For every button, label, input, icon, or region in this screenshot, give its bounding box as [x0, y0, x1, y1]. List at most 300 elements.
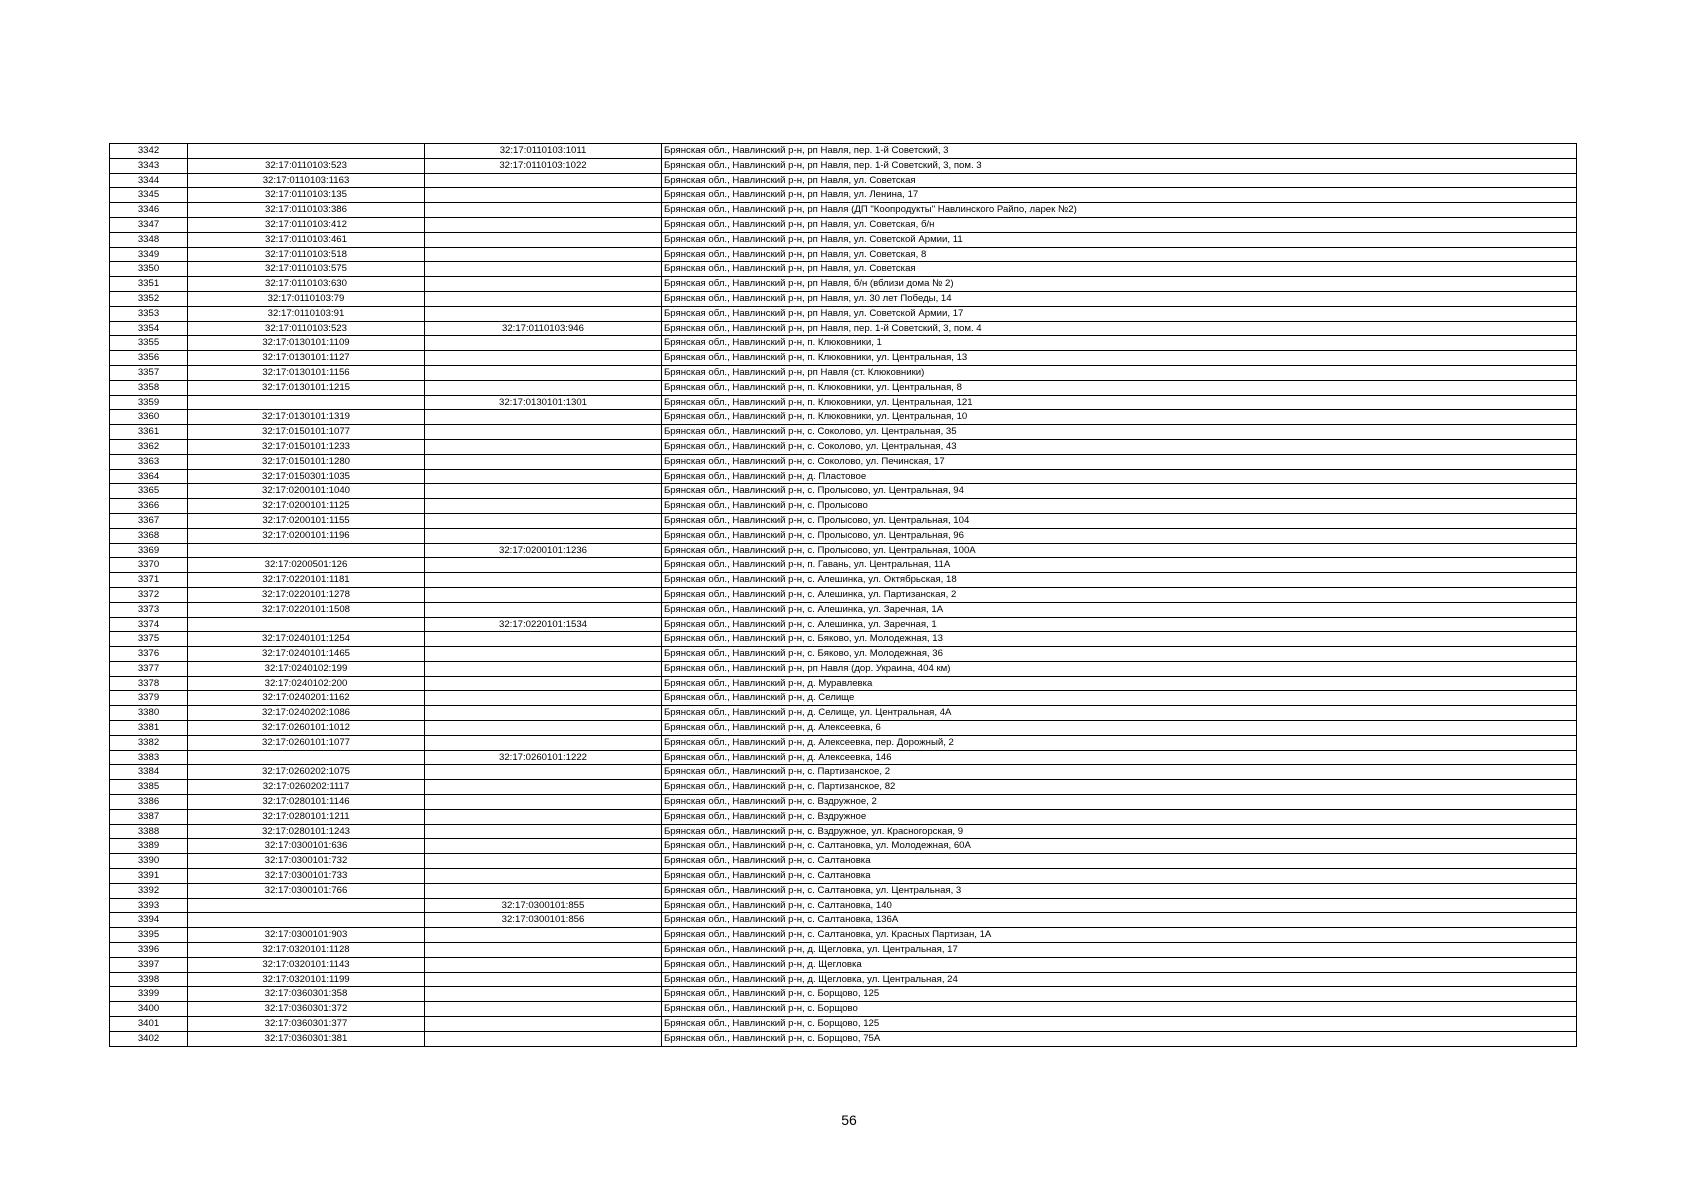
row-number-cell: 3397 [110, 957, 188, 972]
row-number-cell: 3353 [110, 306, 188, 321]
secondary-cadastral-number-cell [425, 173, 662, 188]
row-number-cell: 3342 [110, 144, 188, 159]
secondary-cadastral-number-cell [425, 188, 662, 203]
address-cell: Брянская обл., Навлинский р-н, с. Соколово, ул. Центральная, 43 [662, 439, 1577, 454]
cadastral-number-cell [188, 750, 425, 765]
row-number-cell: 3347 [110, 217, 188, 232]
secondary-cadastral-number-cell: 32:17:0260101:1222 [425, 750, 662, 765]
secondary-cadastral-number-cell [425, 469, 662, 484]
address-cell: Брянская обл., Навлинский р-н, с. Вздружное, 2 [662, 795, 1577, 810]
table-row [110, 365, 1577, 380]
address-cell: Брянская обл., Навлинский р-н, д. Селище, ул. Центральная, 4А [662, 706, 1577, 721]
cadastral-number-cell: 32:17:0150101:1280 [188, 454, 425, 469]
address-cell: Брянская обл., Навлинский р-н, с. Соколово, ул. Печинская, 17 [662, 454, 1577, 469]
table-row [110, 898, 1577, 913]
address-cell: Брянская обл., Навлинский р-н, с. Бяково, ул. Молодежная, 13 [662, 632, 1577, 647]
row-number-cell: 3364 [110, 469, 188, 484]
table-row [110, 587, 1577, 602]
cadastral-number-cell: 32:17:0260101:1077 [188, 735, 425, 750]
row-number-cell: 3380 [110, 706, 188, 721]
cadastral-number-cell [188, 913, 425, 928]
row-number-cell: 3401 [110, 1017, 188, 1032]
row-number-cell: 3369 [110, 543, 188, 558]
table-row [110, 617, 1577, 632]
address-cell: Брянская обл., Навлинский р-н, с. Соколово, ул. Центральная, 35 [662, 425, 1577, 440]
address-cell: Брянская обл., Навлинский р-н, с. Бяково, ул. Молодежная, 36 [662, 647, 1577, 662]
table-row [110, 869, 1577, 884]
table-row [110, 883, 1577, 898]
cadastral-number-cell [188, 617, 425, 632]
address-cell: Брянская обл., Навлинский р-н, рп Навля, пер. 1-й Советский, 3, пом. 3 [662, 158, 1577, 173]
row-number-cell: 3359 [110, 395, 188, 410]
table-row [110, 943, 1577, 958]
table-row [110, 632, 1577, 647]
cadastral-number-cell: 32:17:0360301:358 [188, 987, 425, 1002]
secondary-cadastral-number-cell [425, 277, 662, 292]
table-row [110, 780, 1577, 795]
row-number-cell: 3385 [110, 780, 188, 795]
address-cell: Брянская обл., Навлинский р-н, рп Навля, ул. Советская [662, 173, 1577, 188]
row-number-cell: 3349 [110, 247, 188, 262]
secondary-cadastral-number-cell [425, 854, 662, 869]
table-row [110, 750, 1577, 765]
records-table [109, 143, 1577, 1047]
secondary-cadastral-number-cell [425, 632, 662, 647]
address-cell: Брянская обл., Навлинский р-н, рп Навля, пер. 1-й Советский, 3 [662, 144, 1577, 159]
row-number-cell: 3386 [110, 795, 188, 810]
cadastral-number-cell: 32:17:0240101:1254 [188, 632, 425, 647]
row-number-cell: 3356 [110, 351, 188, 366]
secondary-cadastral-number-cell [425, 602, 662, 617]
secondary-cadastral-number-cell: 32:17:0110103:946 [425, 321, 662, 336]
address-cell: Брянская обл., Навлинский р-н, с. Вздружное [662, 809, 1577, 824]
cadastral-number-cell: 32:17:0150101:1077 [188, 425, 425, 440]
row-number-cell: 3390 [110, 854, 188, 869]
cadastral-number-cell: 32:17:0320101:1199 [188, 972, 425, 987]
secondary-cadastral-number-cell [425, 410, 662, 425]
table-row [110, 306, 1577, 321]
cadastral-number-cell: 32:17:0110103:523 [188, 158, 425, 173]
secondary-cadastral-number-cell [425, 883, 662, 898]
cadastral-number-cell: 32:17:0200101:1125 [188, 499, 425, 514]
address-cell: Брянская обл., Навлинский р-н, с. Пролысово [662, 499, 1577, 514]
row-number-cell: 3394 [110, 913, 188, 928]
address-cell: Брянская обл., Навлинский р-н, с. Салтановка, 140 [662, 898, 1577, 913]
row-number-cell: 3376 [110, 647, 188, 662]
cadastral-number-cell: 32:17:0260202:1117 [188, 780, 425, 795]
cadastral-number-cell: 32:17:0320101:1143 [188, 957, 425, 972]
secondary-cadastral-number-cell [425, 306, 662, 321]
table-row [110, 765, 1577, 780]
cadastral-number-cell: 32:17:0130101:1127 [188, 351, 425, 366]
secondary-cadastral-number-cell [425, 691, 662, 706]
cadastral-number-cell: 32:17:0110103:461 [188, 232, 425, 247]
table-row [110, 987, 1577, 1002]
table-row [110, 706, 1577, 721]
table-row [110, 454, 1577, 469]
cadastral-number-cell: 32:17:0130101:1109 [188, 336, 425, 351]
row-number-cell: 3365 [110, 484, 188, 499]
table-row [110, 1017, 1577, 1032]
address-cell: Брянская обл., Навлинский р-н, п. Клюковники, ул. Центральная, 10 [662, 410, 1577, 425]
secondary-cadastral-number-cell [425, 203, 662, 218]
address-cell: Брянская обл., Навлинский р-н, с. Борщово, 75А [662, 1031, 1577, 1046]
row-number-cell: 3360 [110, 410, 188, 425]
row-number-cell: 3351 [110, 277, 188, 292]
cadastral-number-cell: 32:17:0240202:1086 [188, 706, 425, 721]
address-cell: Брянская обл., Навлинский р-н, рп Навля, ул. Советская [662, 262, 1577, 277]
table-row [110, 795, 1577, 810]
table-row [110, 972, 1577, 987]
row-number-cell: 3357 [110, 365, 188, 380]
row-number-cell: 3396 [110, 943, 188, 958]
cadastral-number-cell [188, 395, 425, 410]
cadastral-number-cell: 32:17:0300101:732 [188, 854, 425, 869]
secondary-cadastral-number-cell [425, 661, 662, 676]
table-row [110, 425, 1577, 440]
address-cell: Брянская обл., Навлинский р-н, с. Салтановка, ул. Центральная, 3 [662, 883, 1577, 898]
secondary-cadastral-number-cell [425, 291, 662, 306]
table-row [110, 1031, 1577, 1046]
secondary-cadastral-number-cell [425, 972, 662, 987]
row-number-cell: 3352 [110, 291, 188, 306]
address-cell: Брянская обл., Навлинский р-н, с. Партизанское, 2 [662, 765, 1577, 780]
row-number-cell: 3363 [110, 454, 188, 469]
row-number-cell: 3383 [110, 750, 188, 765]
secondary-cadastral-number-cell [425, 1031, 662, 1046]
secondary-cadastral-number-cell [425, 380, 662, 395]
secondary-cadastral-number-cell: 32:17:0130101:1301 [425, 395, 662, 410]
table-row [110, 1002, 1577, 1017]
address-cell: Брянская обл., Навлинский р-н, д. Щегловка [662, 957, 1577, 972]
cadastral-number-cell: 32:17:0220101:1181 [188, 573, 425, 588]
secondary-cadastral-number-cell [425, 735, 662, 750]
cadastral-number-cell [188, 144, 425, 159]
address-cell: Брянская обл., Навлинский р-н, д. Щегловка, ул. Центральная, 24 [662, 972, 1577, 987]
table-row [110, 957, 1577, 972]
table-row [110, 321, 1577, 336]
secondary-cadastral-number-cell [425, 824, 662, 839]
cadastral-number-cell: 32:17:0240201:1162 [188, 691, 425, 706]
row-number-cell: 3387 [110, 809, 188, 824]
secondary-cadastral-number-cell [425, 795, 662, 810]
secondary-cadastral-number-cell [425, 721, 662, 736]
secondary-cadastral-number-cell [425, 1002, 662, 1017]
secondary-cadastral-number-cell [425, 217, 662, 232]
cadastral-number-cell: 32:17:0110103:412 [188, 217, 425, 232]
row-number-cell: 3373 [110, 602, 188, 617]
row-number-cell: 3377 [110, 661, 188, 676]
cadastral-number-cell: 32:17:0220101:1278 [188, 587, 425, 602]
cadastral-number-cell: 32:17:0300101:733 [188, 869, 425, 884]
address-cell: Брянская обл., Навлинский р-н, с. Алешинка, ул. Октябрьская, 18 [662, 573, 1577, 588]
table-row [110, 395, 1577, 410]
table-row [110, 558, 1577, 573]
secondary-cadastral-number-cell [425, 928, 662, 943]
address-cell: Брянская обл., Навлинский р-н, рп Навля (дор. Украина, 404 км) [662, 661, 1577, 676]
row-number-cell: 3350 [110, 262, 188, 277]
secondary-cadastral-number-cell [425, 809, 662, 824]
table-row [110, 913, 1577, 928]
secondary-cadastral-number-cell [425, 454, 662, 469]
address-cell: Брянская обл., Навлинский р-н, с. Алешинка, ул. Заречная, 1А [662, 602, 1577, 617]
cadastral-number-cell: 32:17:0200101:1040 [188, 484, 425, 499]
row-number-cell: 3402 [110, 1031, 188, 1046]
table-row [110, 217, 1577, 232]
secondary-cadastral-number-cell [425, 780, 662, 795]
table-row [110, 188, 1577, 203]
cadastral-number-cell: 32:17:0110103:575 [188, 262, 425, 277]
cadastral-number-cell: 32:17:0200101:1155 [188, 513, 425, 528]
cadastral-number-cell: 32:17:0280101:1211 [188, 809, 425, 824]
table-row [110, 691, 1577, 706]
address-cell: Брянская обл., Навлинский р-н, рп Навля, ул. Советской Армии, 17 [662, 306, 1577, 321]
table-row [110, 647, 1577, 662]
secondary-cadastral-number-cell [425, 587, 662, 602]
address-cell: Брянская обл., Навлинский р-н, д. Селище [662, 691, 1577, 706]
row-number-cell: 3384 [110, 765, 188, 780]
address-cell: Брянская обл., Навлинский р-н, д. Муравлевка [662, 676, 1577, 691]
secondary-cadastral-number-cell [425, 943, 662, 958]
table-row [110, 528, 1577, 543]
table-row [110, 543, 1577, 558]
row-number-cell: 3388 [110, 824, 188, 839]
secondary-cadastral-number-cell [425, 839, 662, 854]
table-row [110, 144, 1577, 159]
cadastral-number-cell: 32:17:0110103:1163 [188, 173, 425, 188]
cadastral-number-cell: 32:17:0240102:200 [188, 676, 425, 691]
table-row [110, 824, 1577, 839]
address-cell: Брянская обл., Навлинский р-н, п. Клюковники, ул. Центральная, 8 [662, 380, 1577, 395]
address-cell: Брянская обл., Навлинский р-н, рп Навля, ул. Советской Армии, 11 [662, 232, 1577, 247]
cadastral-number-cell: 32:17:0110103:523 [188, 321, 425, 336]
address-cell: Брянская обл., Навлинский р-н, с. Салтановка, 136А [662, 913, 1577, 928]
secondary-cadastral-number-cell: 32:17:0300101:855 [425, 898, 662, 913]
secondary-cadastral-number-cell: 32:17:0220101:1534 [425, 617, 662, 632]
cadastral-number-cell: 32:17:0280101:1243 [188, 824, 425, 839]
table-row [110, 854, 1577, 869]
address-cell: Брянская обл., Навлинский р-н, с. Салтановка, ул. Молодежная, 60А [662, 839, 1577, 854]
row-number-cell: 3344 [110, 173, 188, 188]
address-cell: Брянская обл., Навлинский р-н, с. Пролысово, ул. Центральная, 94 [662, 484, 1577, 499]
address-cell: Брянская обл., Навлинский р-н, п. Гавань, ул. Центральная, 11А [662, 558, 1577, 573]
cadastral-number-cell: 32:17:0360301:377 [188, 1017, 425, 1032]
secondary-cadastral-number-cell [425, 647, 662, 662]
row-number-cell: 3361 [110, 425, 188, 440]
address-cell: Брянская обл., Навлинский р-н, рп Навля, ул. Советская, 8 [662, 247, 1577, 262]
address-cell: Брянская обл., Навлинский р-н, рп Навля (ДП "Коопродукты" Навлинского Райпо, ларек №2) [662, 203, 1577, 218]
cadastral-number-cell: 32:17:0110103:386 [188, 203, 425, 218]
table-row [110, 721, 1577, 736]
address-cell: Брянская обл., Навлинский р-н, рп Навля, ул. 30 лет Победы, 14 [662, 291, 1577, 306]
cadastral-number-cell: 32:17:0360301:381 [188, 1031, 425, 1046]
records-table-body [110, 144, 1577, 1047]
secondary-cadastral-number-cell [425, 957, 662, 972]
secondary-cadastral-number-cell [425, 765, 662, 780]
table-row [110, 602, 1577, 617]
secondary-cadastral-number-cell [425, 1017, 662, 1032]
row-number-cell: 3395 [110, 928, 188, 943]
address-cell: Брянская обл., Навлинский р-н, с. Алешинка, ул. Партизанская, 2 [662, 587, 1577, 602]
table-row [110, 676, 1577, 691]
cadastral-number-cell: 32:17:0260101:1012 [188, 721, 425, 736]
table-row [110, 661, 1577, 676]
secondary-cadastral-number-cell: 32:17:0300101:856 [425, 913, 662, 928]
address-cell: Брянская обл., Навлинский р-н, рп Навля, ул. Ленина, 17 [662, 188, 1577, 203]
row-number-cell: 3389 [110, 839, 188, 854]
table-row [110, 573, 1577, 588]
table-row [110, 439, 1577, 454]
secondary-cadastral-number-cell: 32:17:0110103:1011 [425, 144, 662, 159]
table-row [110, 839, 1577, 854]
cadastral-number-cell: 32:17:0150101:1233 [188, 439, 425, 454]
row-number-cell: 3391 [110, 869, 188, 884]
table-row [110, 484, 1577, 499]
table-row [110, 380, 1577, 395]
cadastral-number-cell: 32:17:0240101:1465 [188, 647, 425, 662]
secondary-cadastral-number-cell [425, 513, 662, 528]
table-row [110, 513, 1577, 528]
address-cell: Брянская обл., Навлинский р-н, д. Алексеевка, 6 [662, 721, 1577, 736]
secondary-cadastral-number-cell [425, 439, 662, 454]
row-number-cell: 3371 [110, 573, 188, 588]
row-number-cell: 3370 [110, 558, 188, 573]
table-row [110, 203, 1577, 218]
address-cell: Брянская обл., Навлинский р-н, с. Салтановка, ул. Красных Партизан, 1А [662, 928, 1577, 943]
cadastral-number-cell: 32:17:0130101:1156 [188, 365, 425, 380]
cadastral-number-cell: 32:17:0110103:79 [188, 291, 425, 306]
secondary-cadastral-number-cell [425, 336, 662, 351]
address-cell: Брянская обл., Навлинский р-н, с. Пролысово, ул. Центральная, 96 [662, 528, 1577, 543]
secondary-cadastral-number-cell [425, 484, 662, 499]
cadastral-number-cell: 32:17:0320101:1128 [188, 943, 425, 958]
secondary-cadastral-number-cell [425, 987, 662, 1002]
cadastral-number-cell: 32:17:0110103:630 [188, 277, 425, 292]
address-cell: Брянская обл., Навлинский р-н, п. Клюковники, 1 [662, 336, 1577, 351]
cadastral-number-cell: 32:17:0110103:135 [188, 188, 425, 203]
cadastral-number-cell: 32:17:0130101:1319 [188, 410, 425, 425]
address-cell: Брянская обл., Навлинский р-н, с. Борщово [662, 1002, 1577, 1017]
address-cell: Брянская обл., Навлинский р-н, п. Клюковники, ул. Центральная, 13 [662, 351, 1577, 366]
cadastral-number-cell: 32:17:0300101:636 [188, 839, 425, 854]
row-number-cell: 3367 [110, 513, 188, 528]
address-cell: Брянская обл., Навлинский р-н, рп Навля, б/н (вблизи дома № 2) [662, 277, 1577, 292]
secondary-cadastral-number-cell: 32:17:0200101:1236 [425, 543, 662, 558]
cadastral-number-cell: 32:17:0200101:1196 [188, 528, 425, 543]
row-number-cell: 3400 [110, 1002, 188, 1017]
address-cell: Брянская обл., Навлинский р-н, рп Навля (ст. Клюковники) [662, 365, 1577, 380]
address-cell: Брянская обл., Навлинский р-н, с. Салтановка [662, 854, 1577, 869]
cadastral-number-cell: 32:17:0240102:199 [188, 661, 425, 676]
cadastral-number-cell: 32:17:0130101:1215 [188, 380, 425, 395]
row-number-cell: 3346 [110, 203, 188, 218]
table-row [110, 735, 1577, 750]
table-row [110, 499, 1577, 514]
cadastral-number-cell: 32:17:0150301:1035 [188, 469, 425, 484]
secondary-cadastral-number-cell [425, 232, 662, 247]
address-cell: Брянская обл., Навлинский р-н, рп Навля, ул. Советская, б/н [662, 217, 1577, 232]
cadastral-number-cell: 32:17:0360301:372 [188, 1002, 425, 1017]
secondary-cadastral-number-cell [425, 676, 662, 691]
address-cell: Брянская обл., Навлинский р-н, д. Алексеевка, 146 [662, 750, 1577, 765]
address-cell: Брянская обл., Навлинский р-н, рп Навля, пер. 1-й Советский, 3, пом. 4 [662, 321, 1577, 336]
address-cell: Брянская обл., Навлинский р-н, п. Клюковники, ул. Центральная, 121 [662, 395, 1577, 410]
address-cell: Брянская обл., Навлинский р-н, с. Партизанское, 82 [662, 780, 1577, 795]
cadastral-number-cell: 32:17:0280101:1146 [188, 795, 425, 810]
secondary-cadastral-number-cell [425, 262, 662, 277]
row-number-cell: 3374 [110, 617, 188, 632]
secondary-cadastral-number-cell [425, 365, 662, 380]
secondary-cadastral-number-cell [425, 558, 662, 573]
cadastral-number-cell: 32:17:0300101:766 [188, 883, 425, 898]
row-number-cell: 3355 [110, 336, 188, 351]
table-row [110, 928, 1577, 943]
row-number-cell: 3348 [110, 232, 188, 247]
row-number-cell: 3379 [110, 691, 188, 706]
cadastral-number-cell: 32:17:0110103:91 [188, 306, 425, 321]
row-number-cell: 3392 [110, 883, 188, 898]
address-cell: Брянская обл., Навлинский р-н, с. Борщово, 125 [662, 987, 1577, 1002]
cadastral-number-cell: 32:17:0300101:903 [188, 928, 425, 943]
row-number-cell: 3381 [110, 721, 188, 736]
address-cell: Брянская обл., Навлинский р-н, с. Борщово, 125 [662, 1017, 1577, 1032]
secondary-cadastral-number-cell [425, 706, 662, 721]
table-row [110, 809, 1577, 824]
row-number-cell: 3378 [110, 676, 188, 691]
address-cell: Брянская обл., Навлинский р-н, д. Щегловка, ул. Центральная, 17 [662, 943, 1577, 958]
table-row [110, 469, 1577, 484]
secondary-cadastral-number-cell [425, 351, 662, 366]
row-number-cell: 3399 [110, 987, 188, 1002]
table-row [110, 158, 1577, 173]
cadastral-number-cell [188, 898, 425, 913]
row-number-cell: 3366 [110, 499, 188, 514]
table-row [110, 232, 1577, 247]
table-row [110, 277, 1577, 292]
cadastral-number-cell [188, 543, 425, 558]
address-cell: Брянская обл., Навлинский р-н, с. Пролысово, ул. Центральная, 100А [662, 543, 1577, 558]
address-cell: Брянская обл., Навлинский р-н, с. Алешинка, ул. Заречная, 1 [662, 617, 1577, 632]
cadastral-number-cell: 32:17:0200501:126 [188, 558, 425, 573]
row-number-cell: 3368 [110, 528, 188, 543]
secondary-cadastral-number-cell [425, 869, 662, 884]
cadastral-number-cell: 32:17:0110103:518 [188, 247, 425, 262]
address-cell: Брянская обл., Навлинский р-н, д. Пластовое [662, 469, 1577, 484]
document-sheet [109, 143, 1577, 1047]
address-cell: Брянская обл., Навлинский р-н, д. Алексеевка, пер. Дорожный, 2 [662, 735, 1577, 750]
row-number-cell: 3398 [110, 972, 188, 987]
row-number-cell: 3343 [110, 158, 188, 173]
secondary-cadastral-number-cell [425, 425, 662, 440]
secondary-cadastral-number-cell: 32:17:0110103:1022 [425, 158, 662, 173]
secondary-cadastral-number-cell [425, 528, 662, 543]
row-number-cell: 3375 [110, 632, 188, 647]
page-number: 56 [841, 1112, 857, 1128]
table-row [110, 351, 1577, 366]
secondary-cadastral-number-cell [425, 499, 662, 514]
address-cell: Брянская обл., Навлинский р-н, с. Вздружное, ул. Красногорская, 9 [662, 824, 1577, 839]
table-row [110, 291, 1577, 306]
row-number-cell: 3372 [110, 587, 188, 602]
address-cell: Брянская обл., Навлинский р-н, с. Салтановка [662, 869, 1577, 884]
row-number-cell: 3354 [110, 321, 188, 336]
table-row [110, 410, 1577, 425]
row-number-cell: 3393 [110, 898, 188, 913]
secondary-cadastral-number-cell [425, 247, 662, 262]
table-row [110, 262, 1577, 277]
row-number-cell: 3362 [110, 439, 188, 454]
cadastral-number-cell: 32:17:0220101:1508 [188, 602, 425, 617]
